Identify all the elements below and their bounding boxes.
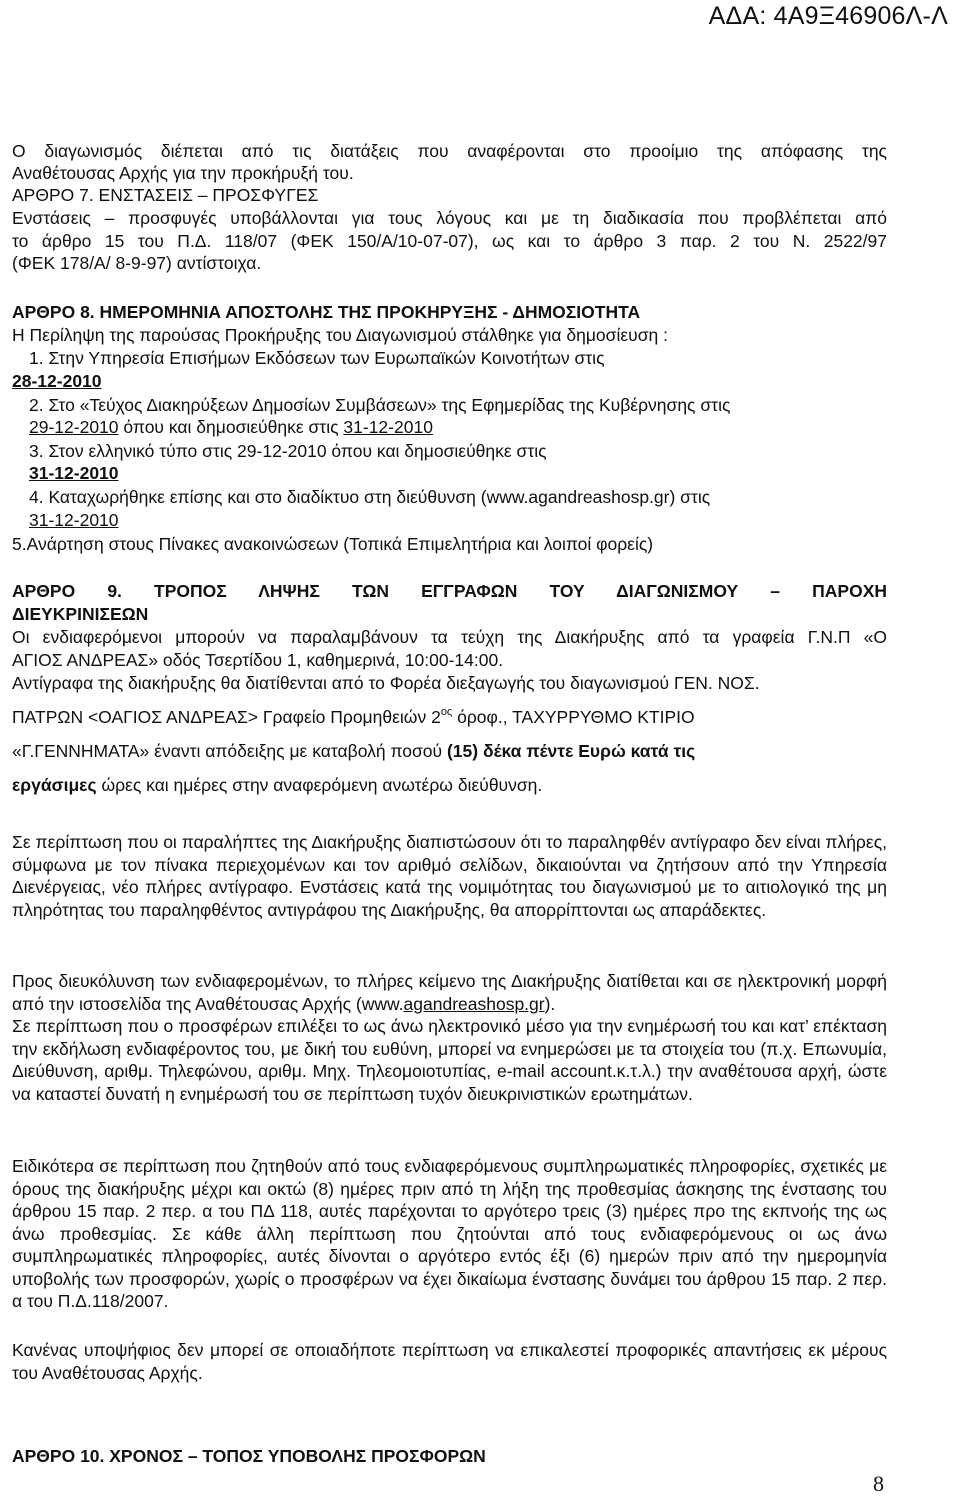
article-9-heading-1: ΑΡΘΡΟ 9. ΤΡΟΠΟΣ ΛΗΨΗΣ ΤΩΝ ΕΓΓΡΑΦΩΝ ΤΟΥ ΔΙΑΓΩΝΙΣΜΟΥ – ΠΑΡΟΧΗ xyxy=(12,581,887,601)
ada-code: ΑΔΑ: 4Α9Ξ46906Λ-Λ xyxy=(708,2,948,30)
article-10-heading: ΑΡΘΡΟ 10. ΧΡΟΝΟΣ – ΤΟΠΟΣ ΥΠΟΒΟΛΗΣ ΠΡΟΣΦΟΡΩΝ xyxy=(12,1446,486,1466)
article-9-line-1: Οι ενδιαφερόμενοι μπορούν να παραλαμβάνουν τα τεύχη της Διακήρυξης από τα γραφεία Γ.Ν.Π «Ο xyxy=(12,627,887,647)
working-days: εργάσιμες xyxy=(12,775,97,795)
para-electronic xyxy=(12,970,887,1105)
para-clarifications: Ειδικότερα σε περίπτωση που ζητηθούν από τους ενδιαφερόμενους συμπληρωματικές πληροφορίες, σχετικές με όρους της διακήρυξης μέχρι και οκτώ (8) ημέρες πριν από τη λήξη της προθεσμίας άσκησης της ένστασης του άρθρου 15 παρ. 2 περ. α του ΠΔ 118, αυτές παρέχονται το αργότερο τρεις (3) ημέρες προ της εκπνοής της ως άνω προθεσμίας. Σε κάθε άλλη περίπτωση που ζητούνται από τους ενδιαφερόμενους οι ως άνω συμπληρωματικές πληροφορίες, αυτές δίνονται ο αργότερο εντός έξι (6) ημερών πριν από την ημερομηνία υποβολής των προσφορών, χωρίς ο προσφέρων να έχει δικαίωμα ένστασης δυνάμει του άρθρου 15 παρ. 2 περ. α του Π.Δ.118/2007. xyxy=(12,1156,887,1311)
line4-a: ΠΑΤΡΩΝ <ΟΑΓΙΟΣ ΑΝΔΡΕΑΣ> Γραφείο Προμηθειών 2 xyxy=(12,707,441,727)
para-claims: Κανένας υποψήφιος δεν μπορεί σε οποιαδήποτε περίπτωση να επικαλεστεί προφορικές απαντήσεις εκ μέρους του Αναθέτουσας Αρχής. xyxy=(12,1340,887,1383)
article-8-intro: Η Περίληψη της παρούσας Προκήρυξης του Διαγωνισμού στάλθηκε για δημοσίευση : xyxy=(12,325,668,345)
article-9-line-4 xyxy=(12,706,695,729)
date-published-b: 31-12-2010 xyxy=(343,417,433,437)
line6-b: ώρες και ημέρες στην αναφερόμενη ανωτέρω διεύθυνση. xyxy=(96,775,543,795)
article-8-item-2-dates xyxy=(29,416,433,439)
article-9-line-6 xyxy=(12,774,542,797)
article-8-item-3-date: 31-12-2010 xyxy=(29,463,119,483)
article-8-item-2: 2. Στο «Τεύχος Διακηρύξεων Δημοσίων Συμβάσεων» της Εφημερίδας της Κυβέρνησης στις xyxy=(29,395,731,415)
fee-text: (15) δέκα πέντε Ευρώ κατά τις xyxy=(446,741,696,761)
intro-line-2: Αναθέτουσας Αρχής για την προκήρυξή του. xyxy=(12,163,354,183)
line4-b: όροφ., ΤΑΧΥΡΡΥΘΜΟ ΚΤΙΡΙΟ xyxy=(452,707,695,727)
article-7-line-1: Ενστάσεις – προσφυγές υποβάλλονται για τους λόγους και με τη διαδικασία που προβλέπεται από xyxy=(12,208,887,228)
article-8-heading: ΑΡΘΡΟ 8. ΗΜΕΡΟΜΗΝΙΑ ΑΠΟΣΤΟΛΗΣ ΤΗΣ ΠΡΟΚΗΡΥΞΗΣ - ΔΗΜΟΣΙΟΤΗΤΑ xyxy=(12,302,641,322)
article-7-line-2: το άρθρο 15 του Π.Δ. 118/07 (ΦΕΚ 150/Α/10-07-07), ως και το άρθρο 3 παρ. 2 του Ν. 2522/97 xyxy=(12,231,887,251)
article-8-item-4-date: 31-12-2010 xyxy=(29,510,119,530)
website-link[interactable]: agandreashosp.gr xyxy=(403,993,545,1014)
line4-sup: ος xyxy=(440,706,453,718)
article-7-heading: ΑΡΘΡΟ 7. ΕΝΣΤΑΣΕΙΣ – ΠΡΟΣΦΥΓΕΣ xyxy=(12,185,319,205)
page-number: 8 xyxy=(873,1471,884,1496)
article-7-line-3: (ΦΕΚ 178/Α/ 8-9-97) αντίστοιχα. xyxy=(12,253,262,273)
electronic-a: Προς διευκόλυνση των ενδιαφερομένων, το πλήρες κείμενο της Διακήρυξης διατίθεται και σε ηλεκτρονική μορφή από την ιστοσελίδα της Αναθέτουσας Αρχής (www. xyxy=(12,971,887,1014)
electronic-b: ). xyxy=(544,993,556,1014)
line5-a: «Γ.ΓΕΝΝΗΜΑΤΑ» έναντι απόδειξης με καταβολή ποσού xyxy=(12,741,447,761)
date-published-a: 29-12-2010 xyxy=(29,417,119,437)
date-mid: όπου και δημοσιεύθηκε στις xyxy=(118,417,344,437)
article-8-item-4: 4. Καταχωρήθηκε επίσης και στο διαδίκτυο στη διεύθυνση (www.agandreashosp.gr) στις xyxy=(29,487,711,507)
intro-line-1: Ο διαγωνισμός διέπεται από τις διατάξεις που αναφέρονται στο προοίμιο της απόφασης της xyxy=(12,141,887,161)
article-8-item-1: 1. Στην Υπηρεσία Επισήμων Εκδόσεων των Ευρωπαϊκών Κοινοτήτων στις xyxy=(29,348,605,368)
article-8-item-1-date: 28-12-2010 xyxy=(12,371,102,391)
article-8-item-5: 5.Ανάρτηση στους Πίνακες ανακοινώσεων (Τοπικά Επιμελητήρια και λοιποί φορείς) xyxy=(12,534,654,554)
article-9-line-3: Αντίγραφα της διακήρυξης θα διατίθενται από το Φορέα διεξαγωγής του διαγωνισμού ΓΕΝ. ΝΟΣ. xyxy=(12,673,760,693)
electronic-c: Σε περίπτωση που ο προσφέρων επιλέξει το ως άνω ηλεκτρονικό μέσο για την ενημέρωσή του και κατ’ επέκταση την εκδήλωση ενδιαφέροντος του, με δική του ευθύνη, μπορεί να ενημερώσει με τα στοιχεία του (π.χ. Επωνυμία, Διεύθυνση, αριθμ. Τηλεφώνου, αριθμ. Μηχ. Τηλεομοιοτυπίας, e-mail account.κ.τ.λ.) την αναθέτουσα αρχή, ώστε να καταστεί δυνατή η ενημέρωσή του σε περίπτωση τυχόν διευκρινιστικών ερωτημάτων. xyxy=(12,1016,887,1104)
article-8-item-3: 3. Στον ελληνικό τύπο στις 29-12-2010 όπου και δημοσιεύθηκε στις xyxy=(29,441,547,461)
article-9-line-2: ΑΓΙΟΣ ΑΝΔΡΕΑΣ» οδός Τσερτίδου 1, καθημερινά, 10:00-14:00. xyxy=(12,650,504,670)
article-9-heading-2: ΔΙΕΥΚΡΙΝΙΣΕΩΝ xyxy=(12,604,149,624)
para-missing-copy: Σε περίπτωση που οι παραλήπτες της Διακήρυξης διαπιστώσουν ότι το παραληφθέν αντίγραφο δεν είναι πλήρες, σύμφωνα με τον πίνακα περιεχομένων και τον αριθμό σελίδων, δικαιούνται να ζητήσουν από την Υπηρεσία Διενέργειας, νέο πλήρες αντίγραφο. Ενστάσεις κατά της νομιμότητας του διαγωνισμού με το αιτιολογικό της μη πληρότητας του παραληφθέντος αντιγράφου της Διακήρυξης, θα απορρίπτονται ως απαράδεκτες. xyxy=(12,832,887,920)
article-9-line-5 xyxy=(12,740,695,763)
